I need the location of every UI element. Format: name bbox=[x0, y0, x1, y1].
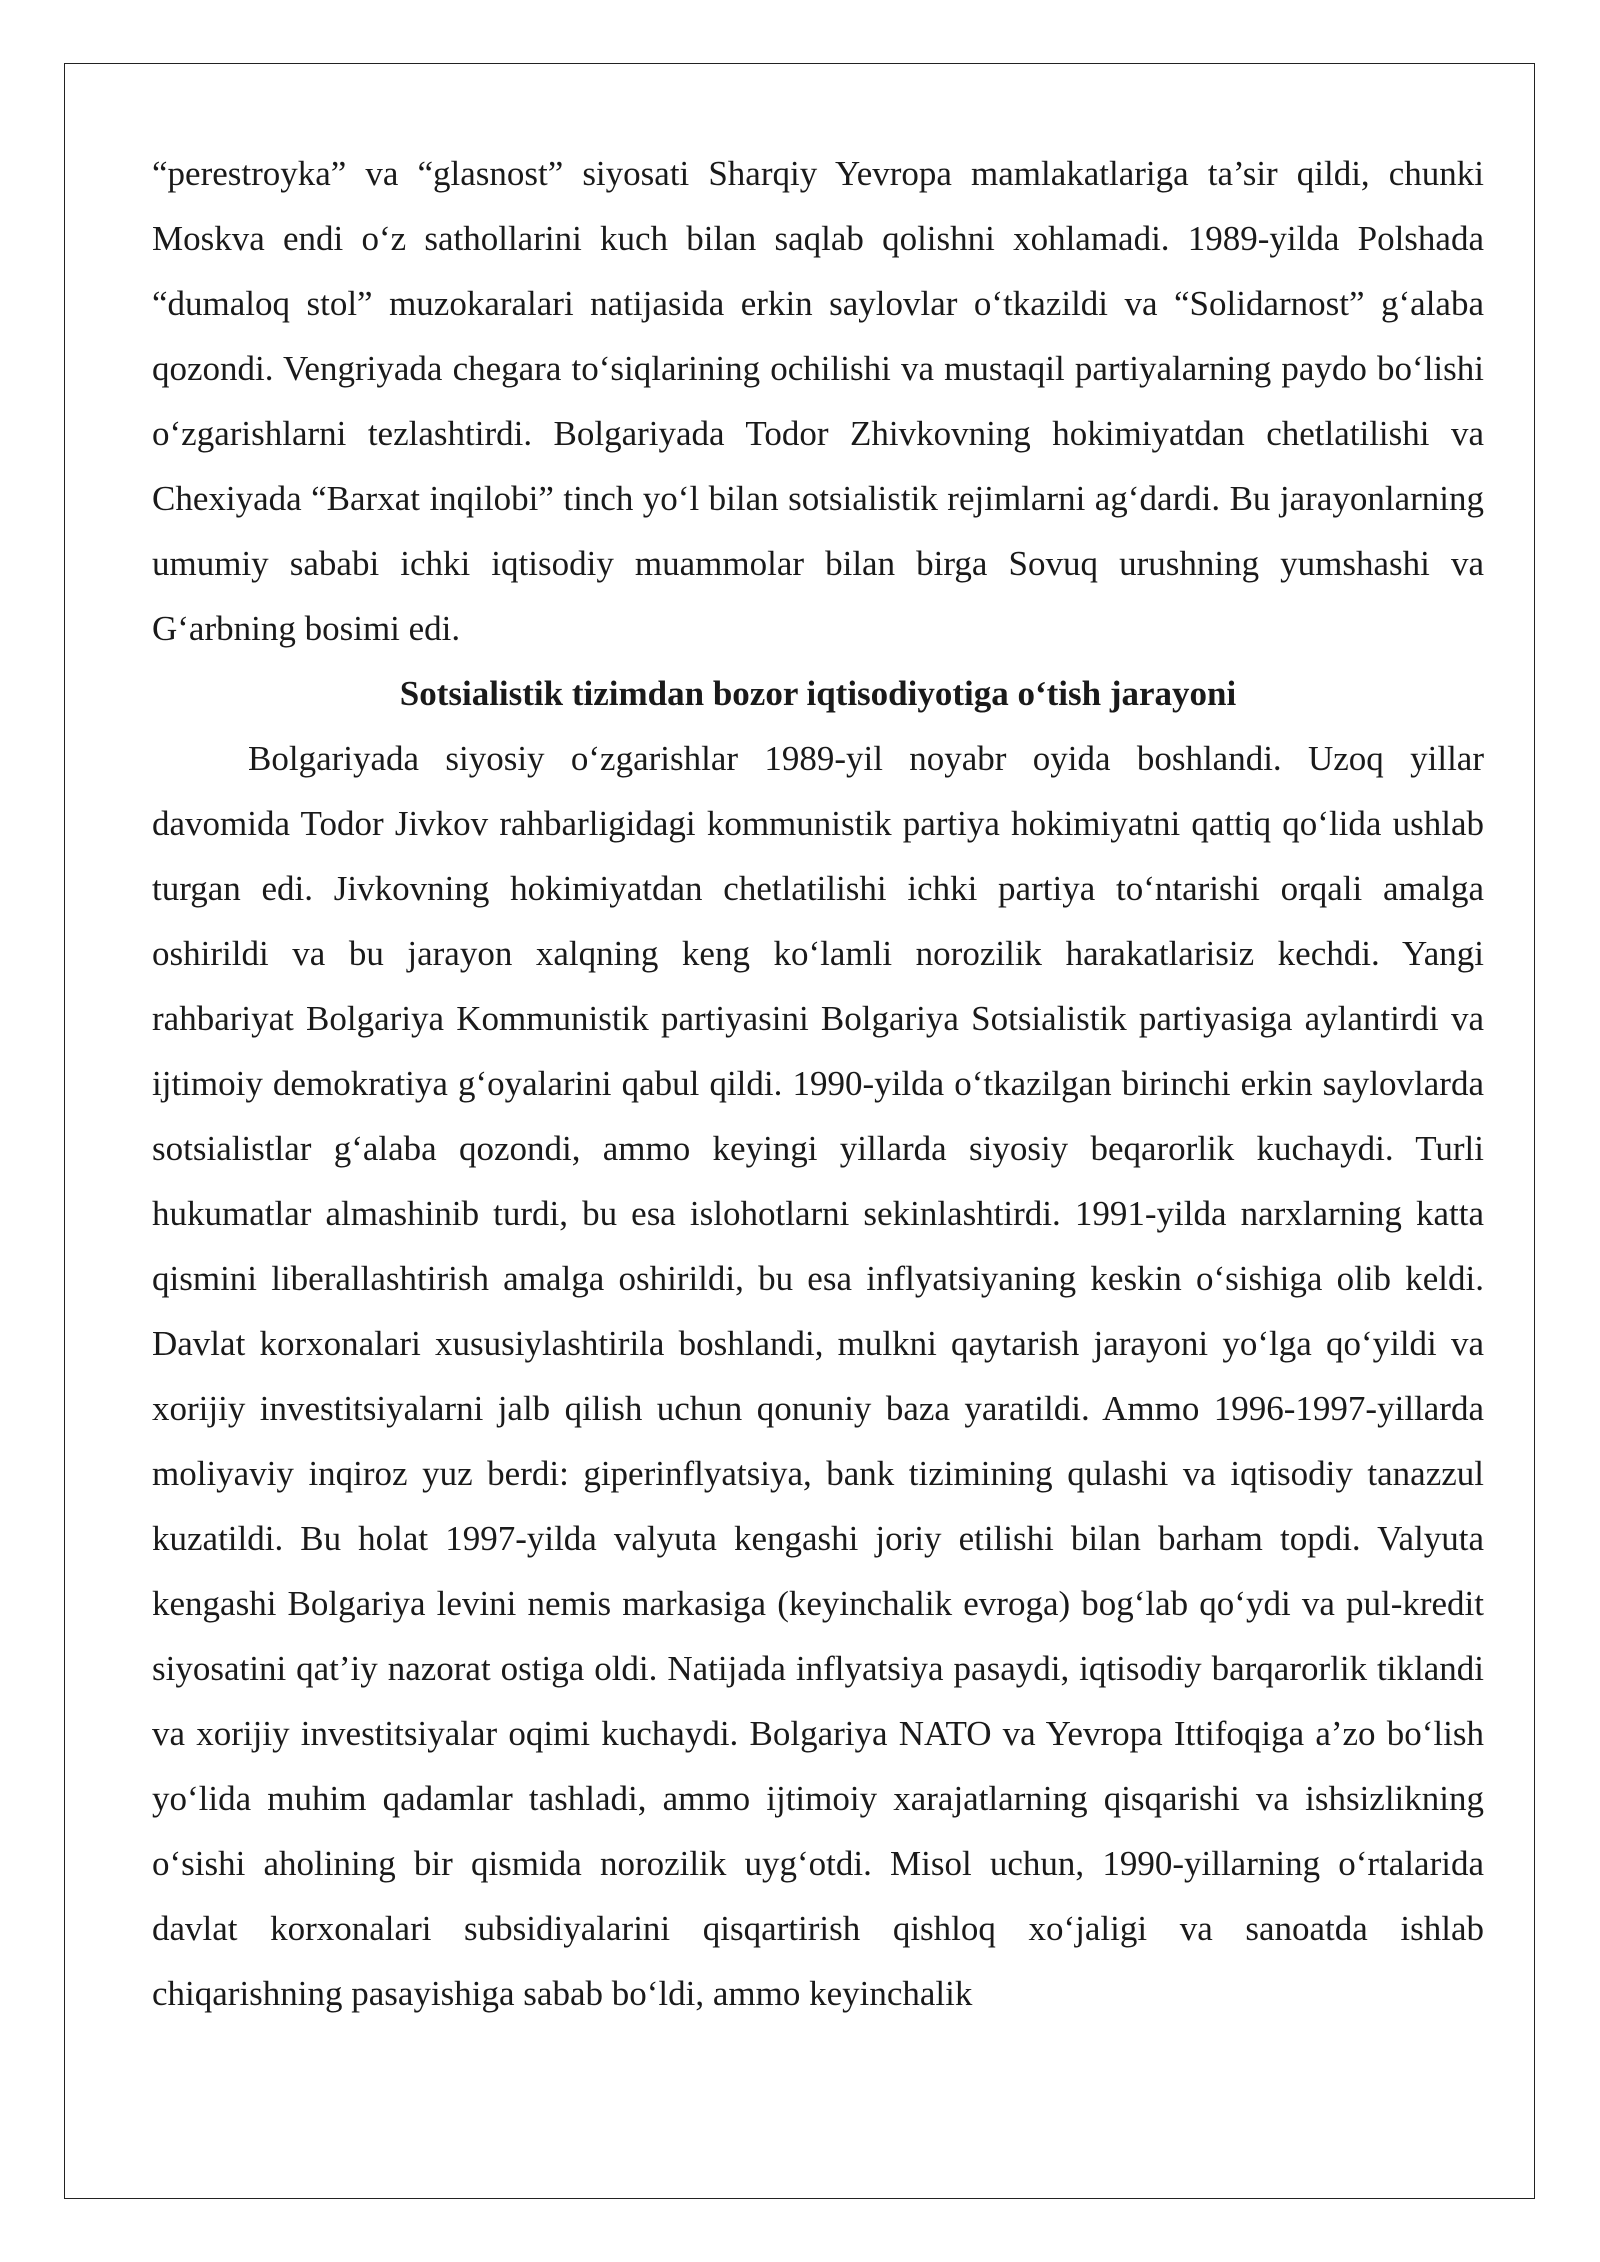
section-heading: Sotsialistik tizimdan bozor iqtisodiyotiga o‘tish jarayoni bbox=[399, 674, 1237, 713]
document-body bbox=[152, 141, 1484, 2026]
paragraph-bulgaria: Bolgariyada siyosiy o‘zgarishlar 1989-yil noyabr oyida boshlandi. Uzoq yillar davomida Todor Jivkov rahbarligidagi kommunistik partiya hokimiyatni qattiq qo‘lida ushlab turgan edi. Jivkovning hokimiyatdan chetlatilishi ichki partiya to‘ntarishi orqali amalga oshirildi va bu jarayon xalqning keng ko‘lamli norozilik harakatlarisiz kechdi. Yangi rahbariyat Bolgariya Kommunistik partiyasini Bolgariya Sotsialistik partiyasiga aylantirdi va ijtimoiy demokratiya g‘oyalarini qabul qildi. 1990-yilda o‘tkazilgan birinchi erkin saylovlarda sotsialistlar g‘alaba qozondi, ammo keyingi yillarda siyosiy beqarorlik kuchaydi. Turli hukumatlar almashinib turdi, bu esa islohotlarni sekinlashtirdi. 1991-yilda narxlarning katta qismini liberallashtirish amalga oshirildi, bu esa inflyatsiyaning keskin o‘sishiga olib keldi. Davlat korxonalari xususiylashtirila boshlandi, mulkni qaytarish jarayoni yo‘lga qo‘yildi va xorijiy investitsiyalarni jalb qilish uchun qonuniy baza yaratildi. Ammo 1996-1997-yillarda moliyaviy inqiroz yuz berdi: giperinflyatsiya, bank tizimining qulashi va iqtisodiy tanazzul kuzatildi. Bu holat 1997-yilda valyuta kengashi joriy etilishi bilan barham topdi. Valyuta kengashi Bolgariya levini nemis markasiga (keyinchalik evroga) bog‘lab qo‘ydi va pul-kredit siyosatini qat’iy nazorat ostiga oldi. Natijada inflyatsiya pasaydi, iqtisodiy barqarorlik tiklandi va xorijiy investitsiyalar oqimi kuchaydi. Bolgariya NATO va Yevropa Ittifoqiga a’zo bo‘lish yo‘lida muhim qadamlar tashladi, ammo ijtimoiy xarajatlarning qisqarishi va ishsizlikning o‘sishi aholining bir qismida norozilik uyg‘otdi. Misol uchun, 1990-yillarning o‘rtalarida davlat korxonalari subsidiyalarini qisqartirish qishloq xo‘jaligi va sanoatda ishlab chiqarishning pasayishiga sabab bo‘ldi, ammo keyinchalik bbox=[152, 739, 1484, 2013]
paragraph-intro: “perestroyka” va “glasnost” siyosati Sharqiy Yevropa mamlakatlariga ta’sir qildi, chunki Moskva endi o‘z sathollarini kuch bilan saqlab qolishni xohlamadi. 1989-yilda Polshada “dumaloq stol” muzokaralari natijasida erkin saylovlar o‘tkazildi va “Solidarnost” g‘alaba qozondi. Vengriyada chegara to‘siqlarining ochilishi va mustaqil partiyalarning paydo bo‘lishi o‘zgarishlarni tezlashtirdi. Bolgariyada Todor Zhivkovning hokimiyatdan chetlatilishi va Chexiyada “Barxat inqilobi” tinch yo‘l bilan sotsialistik rejimlarni ag‘dardi. Bu jarayonlarning umumiy sababi ichki iqtisodiy muammolar bilan birga Sovuq urushning yumshashi va G‘arbning bosimi edi. bbox=[152, 154, 1484, 648]
